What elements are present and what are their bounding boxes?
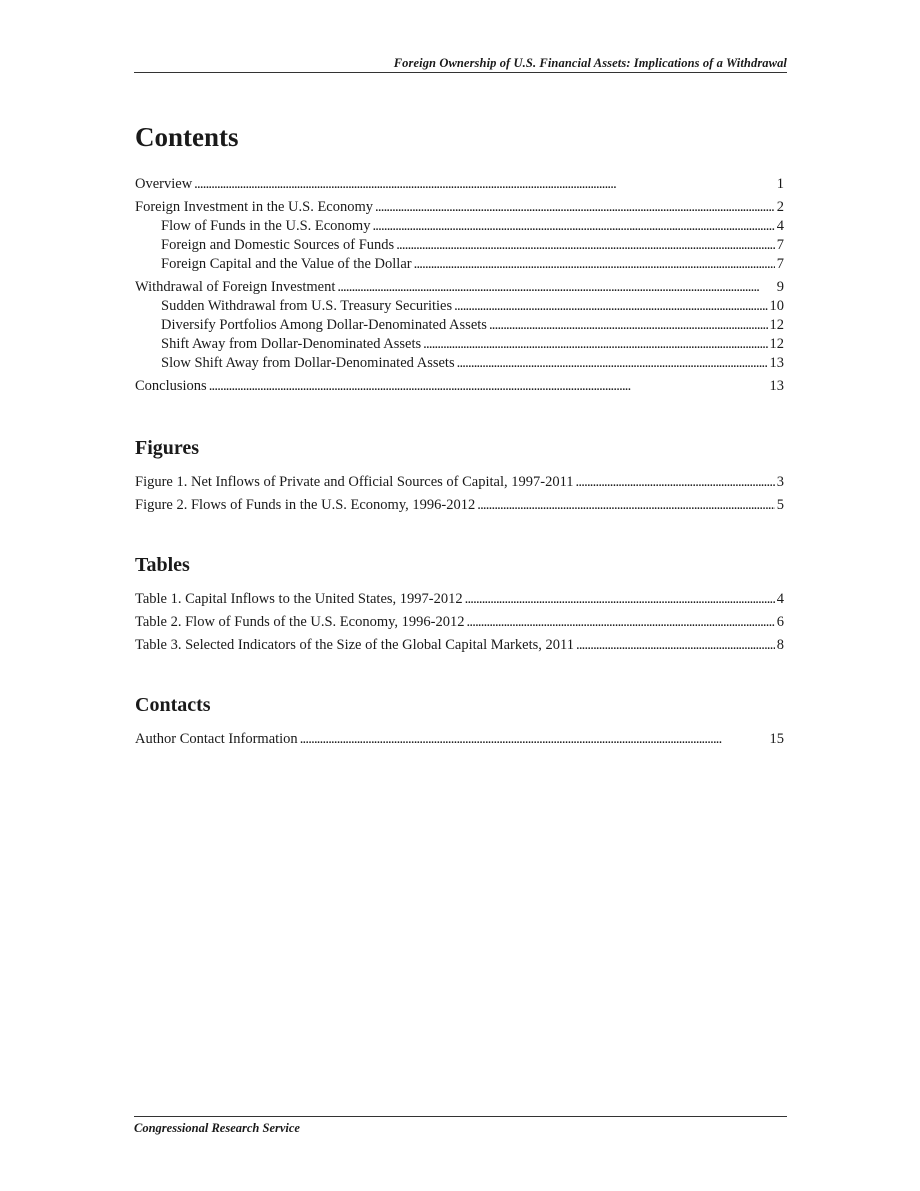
- toc-entry-title: Overview: [135, 176, 193, 193]
- dot-leader: [489, 316, 768, 334]
- toc-page-number: 13: [769, 355, 784, 372]
- running-header: Foreign Ownership of U.S. Financial Assets: Implications of a Withdrawal: [134, 56, 787, 73]
- toc-entry-title: Figure 2. Flows of Funds in the U.S. Economy, 1996-2012: [135, 497, 476, 514]
- toc-entry[interactable]: [135, 636, 784, 654]
- running-footer: Congressional Research Service: [134, 1116, 787, 1136]
- toc-entry-title: Author Contact Information: [135, 731, 298, 748]
- toc-page-number: 9: [776, 279, 784, 296]
- toc-entry[interactable]: [135, 175, 784, 193]
- tables-section: [135, 552, 784, 654]
- toc-entry-title: Table 1. Capital Inflows to the United States, 1997-2012: [135, 591, 463, 608]
- dot-leader: [375, 198, 775, 216]
- toc-entry-title: Withdrawal of Foreign Investment: [135, 279, 336, 296]
- contents-heading: Contents: [135, 122, 239, 152]
- toc-entry-title: Flow of Funds in the U.S. Economy: [161, 218, 371, 235]
- toc-page-number: 4: [776, 591, 784, 608]
- toc-entry[interactable]: [135, 316, 784, 334]
- dot-leader: [454, 297, 767, 315]
- toc-page-number: 2: [776, 199, 784, 216]
- toc-entry[interactable]: [135, 377, 784, 395]
- toc-entry[interactable]: [135, 236, 784, 254]
- toc-entry-title: Table 2. Flow of Funds of the U.S. Economy, 1996-2012: [135, 614, 465, 631]
- toc-entry[interactable]: [135, 613, 784, 631]
- toc-entry-title: Shift Away from Dollar-Denominated Assets: [161, 336, 422, 353]
- toc-entry-title: Foreign Investment in the U.S. Economy: [135, 199, 374, 216]
- toc-page-number: 13: [769, 378, 784, 395]
- dot-leader: [576, 473, 775, 491]
- toc-entry[interactable]: [135, 198, 784, 216]
- toc-entry[interactable]: [135, 730, 784, 748]
- dot-leader: [423, 335, 767, 353]
- toc-page-number: 15: [769, 731, 784, 748]
- figures-heading: Figures: [135, 437, 200, 460]
- toc-entry-title: Figure 1. Net Inflows of Private and Official Sources of Capital, 1997-2011: [135, 474, 574, 491]
- toc-entry-title: Slow Shift Away from Dollar-Denominated Assets: [161, 355, 455, 372]
- toc-entry[interactable]: [135, 473, 784, 491]
- toc-entry-title: Conclusions: [135, 378, 207, 395]
- toc-page-number: 4: [776, 218, 784, 235]
- toc-entry[interactable]: [135, 217, 784, 235]
- dot-leader: [414, 255, 775, 273]
- toc-entry[interactable]: [135, 278, 784, 296]
- tables-heading: Tables: [135, 554, 190, 577]
- contents-section: [135, 120, 784, 395]
- toc-page-number: 1: [776, 176, 784, 193]
- toc-page-number: 8: [776, 637, 784, 654]
- dot-leader: [467, 613, 775, 631]
- toc-page-number: 10: [769, 298, 784, 315]
- toc-entry-title: Foreign and Domestic Sources of Funds: [161, 237, 395, 254]
- toc-page-number: 7: [776, 237, 784, 254]
- contacts-list: [135, 730, 784, 748]
- toc-page-number: 6: [776, 614, 784, 631]
- dot-leader: [465, 590, 775, 608]
- dot-leader: [457, 354, 768, 372]
- toc-entry[interactable]: [135, 335, 784, 353]
- table-of-contents: [135, 120, 784, 786]
- dot-leader: [337, 278, 774, 296]
- dot-leader: [194, 175, 775, 193]
- dot-leader: [300, 730, 768, 748]
- contacts-section: [135, 692, 784, 748]
- toc-page-number: 7: [776, 256, 784, 273]
- dot-leader: [396, 236, 775, 254]
- toc-entry-title: Table 3. Selected Indicators of the Size of the Global Capital Markets, 2011: [135, 637, 574, 654]
- dot-leader: [209, 377, 768, 395]
- tables-list: [135, 590, 784, 654]
- toc-entry[interactable]: [135, 255, 784, 273]
- contacts-heading: Contacts: [135, 694, 211, 717]
- figures-section: [135, 435, 784, 514]
- dot-leader: [372, 217, 774, 235]
- toc-entry-title: Foreign Capital and the Value of the Dollar: [161, 256, 412, 273]
- toc-entry-title: Sudden Withdrawal from U.S. Treasury Securities: [161, 298, 453, 315]
- toc-page-number: 3: [776, 474, 784, 491]
- toc-entry-title: Diversify Portfolios Among Dollar-Denominated Assets: [161, 317, 487, 334]
- contents-list: [135, 175, 784, 395]
- toc-page-number: 12: [769, 336, 784, 353]
- toc-entry[interactable]: [135, 496, 784, 514]
- toc-entry[interactable]: [135, 354, 784, 372]
- toc-page-number: 5: [776, 497, 784, 514]
- toc-entry[interactable]: [135, 297, 784, 315]
- figures-list: [135, 473, 784, 514]
- toc-entry[interactable]: [135, 590, 784, 608]
- toc-page-number: 12: [769, 317, 784, 334]
- dot-leader: [576, 636, 775, 654]
- dot-leader: [477, 496, 775, 514]
